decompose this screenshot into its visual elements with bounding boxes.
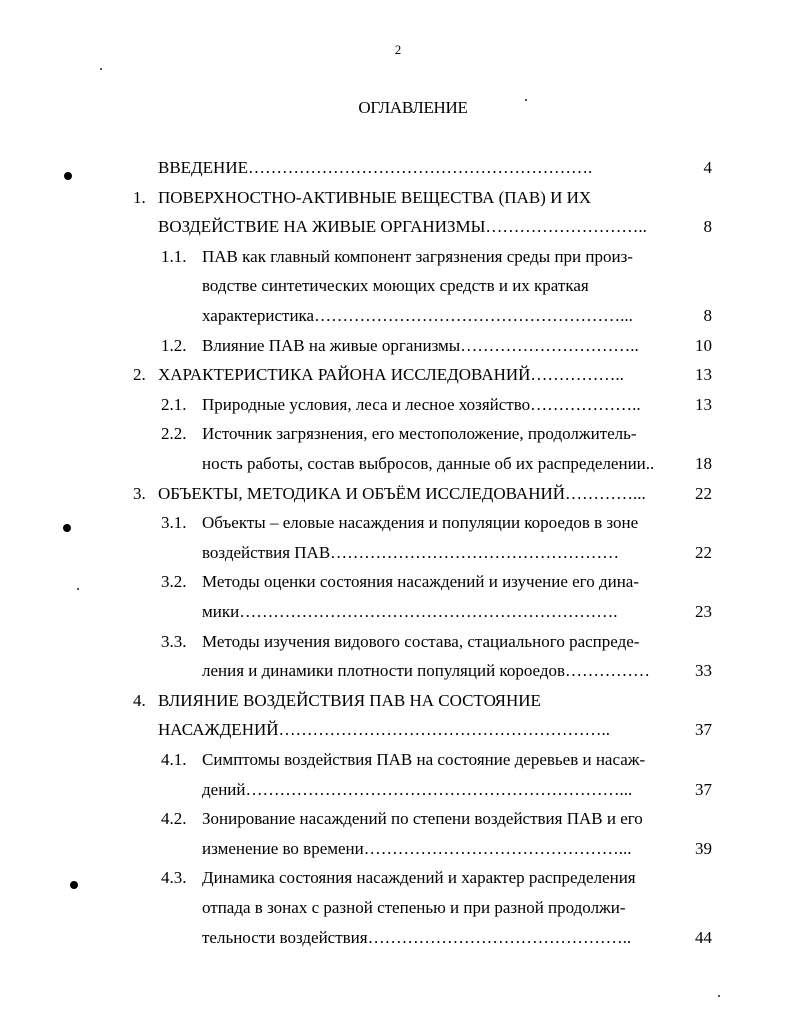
toc-page-number: 37 — [695, 779, 712, 799]
toc-page-number: 13 — [695, 365, 712, 385]
toc-page-number: 44 — [695, 927, 712, 947]
toc-page-number: 18 — [695, 454, 712, 473]
toc-entry-number: 3.1. — [161, 513, 187, 533]
toc-page-number: 37 — [695, 720, 712, 740]
scan-mark — [64, 172, 72, 180]
toc-entry-text: ХАРАКТЕРИСТИКА РАЙОНА ИССЛЕДОВАНИЙ…………….. — [158, 365, 624, 385]
toc-entry-text: Методы оценки состояния насаждений и изучение его дина- — [202, 572, 640, 592]
scan-speck — [77, 588, 79, 590]
toc-entry-number: 2. — [133, 365, 146, 385]
toc-entry-text: Природные условия, леса и лесное хозяйство……………….. — [202, 394, 641, 414]
toc-entry-text: характеристика………………………………………………... — [202, 306, 633, 325]
toc-page-number: 23 — [695, 602, 712, 621]
toc-entry-number: 3. — [133, 483, 146, 503]
toc-page-number: 8 — [703, 306, 712, 325]
toc-entry-number: 1.2. — [161, 335, 187, 355]
toc-page-number: 4 — [703, 158, 712, 177]
scan-speck — [100, 68, 102, 70]
toc-page-number: 13 — [695, 394, 712, 414]
toc-entry-number: 4.3. — [161, 868, 187, 888]
toc-entry-text: ления и динамики плотности популяций короедов…………… — [202, 661, 651, 681]
toc-page-number: 33 — [695, 661, 712, 681]
toc-page-number: 22 — [695, 483, 712, 503]
toc-entry-number: 1.1. — [161, 246, 187, 266]
toc-entry-text: ОБЪЕКТЫ, МЕТОДИКА И ОБЪЁМ ИССЛЕДОВАНИЙ…………... — [158, 483, 646, 503]
toc-entry-number: 2.2. — [161, 424, 187, 444]
scan-mark — [63, 524, 71, 532]
toc-entry-number: 1. — [133, 187, 146, 207]
scan-speck — [718, 995, 720, 997]
toc-entry-text: мики…………………………………………………………. — [202, 602, 618, 621]
toc-entry-text: ность работы, состав выбросов, данные об их распределении.. — [202, 454, 655, 473]
toc-entry-text: ПАВ как главный компонент загрязнения среды при произ- — [202, 246, 633, 266]
toc-page-number: 8 — [703, 217, 712, 237]
toc-entry-text: Методы изучения видового состава, стациального распреде- — [202, 631, 640, 651]
toc-entry-text: тельности воздействия……………………………………….. — [202, 927, 632, 947]
toc-page-number: 39 — [695, 838, 712, 858]
page-number: 2 — [394, 42, 402, 57]
toc-entry-text: ВВЕДЕНИЕ……………………………………………………. — [158, 158, 593, 177]
page-title: ОГЛАВЛЕНИЕ — [358, 98, 468, 117]
toc-page-number: 22 — [695, 542, 712, 562]
toc-entry-text: отпада в зонах с разной степенью и при разной продолжи- — [202, 898, 626, 917]
toc-entry-text: Зонирование насаждений по степени воздействия ПАВ и его — [202, 809, 643, 829]
toc-entry-text: ПОВЕРХНОСТНО-АКТИВНЫЕ ВЕЩЕСТВА (ПАВ) И ИХ — [158, 187, 592, 207]
toc-entry-text: воздействия ПАВ…………………………………………… — [202, 542, 620, 562]
toc-entry-text: Объекты – еловые насаждения и популяции короедов в зоне — [202, 513, 639, 533]
toc-entry-text: ВЛИЯНИЕ ВОЗДЕЙСТВИЯ ПАВ НА СОСТОЯНИЕ — [158, 690, 541, 710]
toc-entry-number: 3.2. — [161, 572, 187, 592]
toc-entry-text: изменение во времени………………………………………... — [202, 838, 632, 858]
toc-entry-text: дений…………………………………………………………... — [202, 779, 633, 799]
toc-entry-number: 4. — [133, 690, 146, 710]
toc-entry-number: 2.1. — [161, 394, 187, 414]
toc-entry-text: НАСАЖДЕНИЙ………………………………………………….. — [158, 720, 611, 740]
toc-entry-text: водстве синтетических моющих средств и их краткая — [202, 276, 589, 296]
scan-speck — [525, 99, 527, 101]
toc-entry-text: Источник загрязнения, его местоположение, продолжитель- — [202, 424, 637, 444]
toc-entry-text: Симптомы воздействия ПАВ на состояние деревьев и насаж- — [202, 750, 646, 769]
toc-entry-number: 3.3. — [161, 631, 187, 651]
scan-mark — [70, 881, 78, 889]
toc-entry-text: Влияние ПАВ на живые организмы………………………….. — [202, 335, 639, 355]
toc-entry-text: Динамика состояния насаждений и характер распределения — [202, 868, 636, 888]
toc-entry-number: 4.1. — [161, 750, 187, 769]
toc-entry-number: 4.2. — [161, 809, 187, 829]
toc-entry-text: ВОЗДЕЙСТВИЕ НА ЖИВЫЕ ОРГАНИЗМЫ……………………….. — [158, 217, 647, 237]
toc-page-number: 10 — [695, 335, 712, 355]
